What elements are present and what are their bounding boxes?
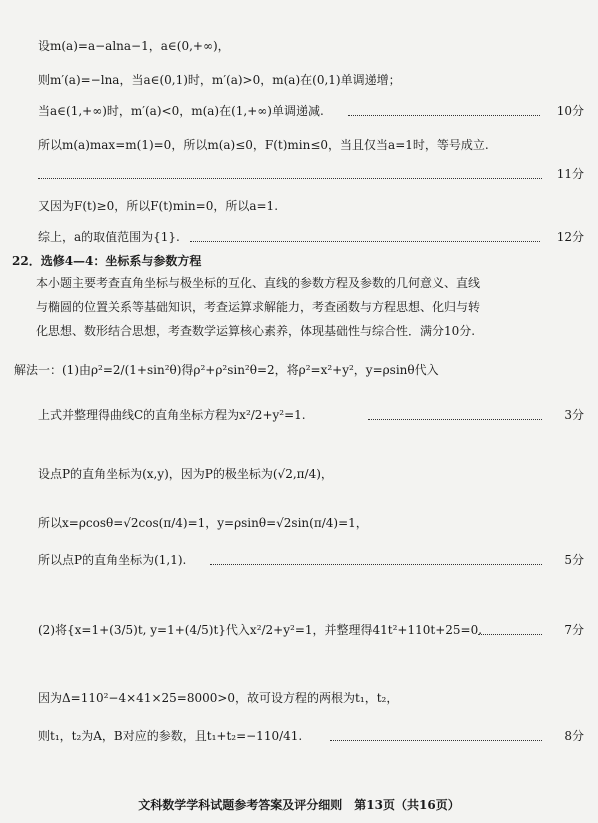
line-text: 综上，a的取值范围为{1}. — [38, 230, 180, 244]
line-text: 当a∈(1,+∞)时，m′(a)<0，m(a)在(1,+∞)单调递减. — [38, 104, 324, 118]
line-text: 所以点P的直角坐标为(1,1). — [38, 553, 187, 567]
score-label: 3分 — [564, 408, 584, 422]
score-label: 10分 — [556, 104, 584, 118]
score-label: 8分 — [564, 729, 584, 743]
dot-leader — [190, 241, 540, 242]
line-text: 所以m(a)max=m(1)=0，所以m(a)≤0，F(t)min≤0，当且仅当a=1时，等号成立. — [38, 138, 489, 152]
line-text: 则m′(a)=−lna，当a∈(0,1)时，m′(a)>0，m(a)在(0,1)单调递增； — [38, 73, 401, 87]
score-label: 7分 — [564, 623, 584, 637]
line-text: 设点P的直角坐标为(x,y)，因为P的极坐标为(√2,π/4)， — [38, 467, 333, 481]
dot-leader — [348, 115, 540, 116]
line-text: 所以x=ρcosθ=√2cos(π/4)=1，y=ρsinθ=√2sin(π/4)=1， — [38, 516, 368, 530]
dot-leader — [210, 564, 542, 565]
dot-leader — [38, 178, 542, 179]
score-label: 12分 — [556, 230, 584, 244]
line-text: 上式并整理得曲线C的直角坐标方程为x²/2+y²=1. — [38, 408, 306, 422]
line-text: (2)将{x=1+(3/5)t, y=1+(4/5)t}代入x²/2+y²=1，并整理得41t²+110t+25=0. — [38, 623, 483, 637]
line-text: 解法一：(1)由ρ²=2/(1+sin²θ)得ρ²+ρ²sin²θ=2，将ρ²=x²+y²，y=ρsinθ代入 — [14, 363, 439, 377]
line-text: 22．选修4—4：坐标系与参数方程 — [12, 254, 202, 268]
dot-leader — [478, 634, 542, 635]
line-text: 则t₁，t₂为A，B对应的参数，且t₁+t₂=−110/41. — [38, 729, 303, 743]
page-footer: 文科数学学科试题参考答案及评分细则 第13页（共16页） — [138, 798, 460, 812]
line-text: 与椭圆的位置关系等基础知识，考查运算求解能力，考查函数与方程思想、化归与转 — [36, 300, 481, 314]
dot-leader — [368, 419, 542, 420]
line-text: 因为Δ=110²−4×41×25=8000>0，故可设方程的两根为t₁，t₂， — [38, 691, 399, 705]
dot-leader — [330, 740, 542, 741]
score-label: 11分 — [556, 167, 584, 181]
line-text: 设m(a)=a−alna−1，a∈(0,+∞)， — [38, 39, 230, 53]
line-text: 化思想、数形结合思想，考查数学运算核心素养，体现基础性与综合性．满分10分. — [36, 324, 476, 338]
score-label: 5分 — [564, 553, 584, 567]
line-text: 本小题主要考查直角坐标与极坐标的互化、直线的参数方程及参数的几何意义、直线 — [36, 276, 481, 290]
line-text: 又因为F(t)≥0，所以F(t)min=0，所以a=1. — [38, 199, 279, 213]
